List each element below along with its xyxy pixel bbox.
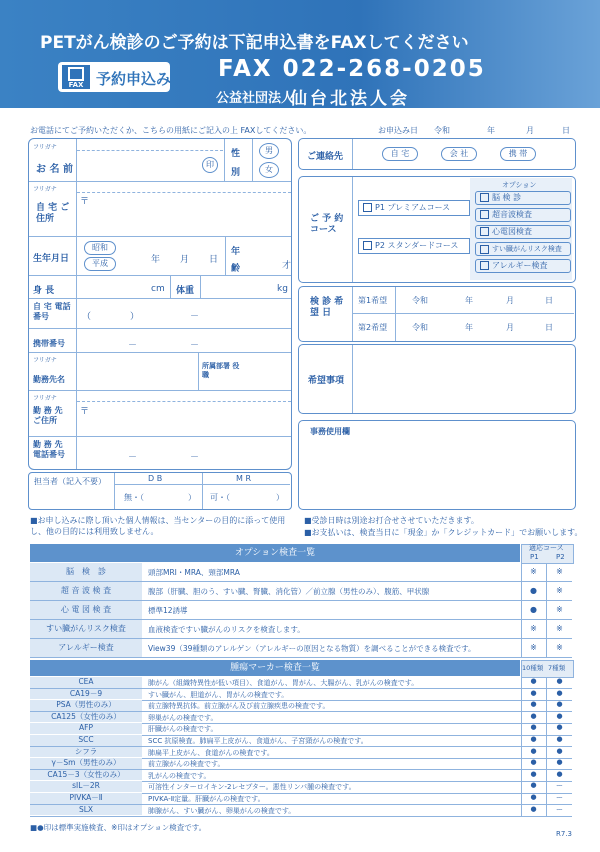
marker-row-p1: ●: [530, 781, 537, 790]
sex-female-option[interactable]: 女: [259, 162, 279, 178]
paren-close: ）: [130, 312, 140, 322]
marker-row-desc: 肺腺がん、すい臓がん、卵巣がんの検査です。: [148, 806, 296, 815]
option-ultrasound-checkbox[interactable]: 超音波検査: [475, 208, 571, 222]
marker-row-name: SLX: [30, 805, 142, 816]
marker-row-p2: ●: [556, 677, 563, 685]
marker-table-title: 腫瘍マーカー検査一覧: [30, 660, 520, 676]
work-phone-label: 勤 務 先 電話番号: [33, 440, 65, 459]
payment-note: ■お支払いは、検査当日に「現金」か「クレジットカード」でお願いします。: [304, 528, 583, 537]
marker-row-p1: ●: [530, 804, 537, 813]
marker-row-name: AFP: [30, 723, 142, 734]
height-unit: cm: [151, 284, 165, 294]
marker-row-p1: ●: [530, 688, 537, 697]
age-unit: 才: [282, 261, 292, 271]
marker-row-desc: 可溶性インターロイキン-2レセプター。悪性リンパ腫の検査です。: [148, 783, 356, 792]
request-label: 希望事項: [308, 376, 345, 386]
mr-label: M R: [236, 474, 252, 483]
paren-open: （: [82, 312, 92, 322]
dash: －: [190, 453, 200, 463]
marker-row-desc: SCC 抗原検査。肺扁平上皮がん、食道がん、子宮頸がんの検査です。: [148, 737, 368, 745]
marker-row-desc: 肺がん（組織特異性が低い項目）、食道がん、胃がん、大腸がん、乳がんの検査です。: [148, 679, 419, 687]
month-unit: 月: [506, 296, 514, 305]
furigana-label: フリガナ: [33, 144, 57, 151]
mr-value: 可・（: [210, 493, 230, 502]
course-label: ご 予 約 コース: [310, 214, 344, 235]
revision-code: R7.3: [556, 830, 572, 838]
marker-row-desc: すい臓がん、胆道がん、胃がんの検査です。: [148, 690, 289, 699]
header-title: PETがん検診のご予約は下記申込書をFAXしてください: [40, 33, 469, 53]
marker-row-p2: ●: [556, 723, 563, 732]
option-row-name: アレルギー検査: [30, 639, 142, 657]
fax-number: FAX 022-268-0205: [218, 56, 486, 82]
birth-day-unit: 日: [209, 255, 219, 265]
marker-row-p1: ●: [530, 735, 537, 743]
marker-row-desc: 卵巣がんの検査です。: [148, 713, 218, 722]
seal-mark: 印: [202, 157, 218, 173]
weight-unit: kg: [277, 284, 288, 294]
option-row-p2: ※: [556, 605, 563, 614]
contact-work-option[interactable]: 会 社: [441, 147, 477, 161]
option-row-name: 超 音 波 検 査: [30, 582, 142, 600]
marker-row-desc: PIVKA-Ⅱ定量。肝臓がんの検査です。: [148, 795, 265, 803]
course-p2-checkbox[interactable]: P2 スタンダードコース: [358, 238, 470, 254]
marker-row-name: PSA（男性のみ）: [30, 700, 142, 711]
col-divider: [546, 563, 547, 658]
db-label: D B: [148, 474, 163, 483]
day-unit: 日: [545, 296, 553, 305]
col-divider: [521, 677, 522, 817]
course-header: 適応コース: [529, 544, 564, 552]
marker-row-desc: 肺扁平上皮がん、食道がんの検査です。: [148, 748, 274, 757]
option-row-desc: View39（39種類のアレルゲン（アレルギーの原因となる物質）を調べることができる検査です。: [148, 644, 476, 653]
org-type: 公益社団法人: [216, 91, 295, 106]
paren-close: ）: [188, 493, 196, 502]
request-input[interactable]: [356, 348, 570, 408]
marker-count-p2: 7種類: [548, 664, 566, 672]
marker-row-name: CA15－3（女性のみ）: [30, 770, 142, 781]
marker-row-p2: ●: [556, 746, 563, 755]
option-row-name: 脳 検 診: [30, 563, 142, 581]
dept-label: 所属部署 役 職: [202, 362, 240, 379]
application-date-month: 月: [526, 126, 534, 135]
sex-male-option[interactable]: 男: [259, 143, 279, 159]
marker-row-name: sIL－2R: [30, 781, 142, 792]
application-date-day: 日: [562, 126, 570, 135]
marker-row-name: CA125（女性のみ）: [30, 712, 142, 723]
second-choice-label: 第2希望: [358, 323, 388, 332]
day-unit: 日: [545, 323, 553, 332]
marker-row-p2: ●: [556, 711, 563, 720]
mobile-label: 携帯番号: [33, 339, 65, 348]
marker-row-p1: ●: [530, 746, 537, 755]
option-allergy-checkbox[interactable]: アレルギー検査: [475, 259, 571, 273]
preferred-date-label: 検 診 希 望 日: [310, 297, 344, 318]
paren-close: ）: [276, 493, 284, 502]
col-divider: [521, 563, 522, 658]
option-row-p2: ※: [556, 624, 563, 633]
legend-note: ■●印は標準実施検査、※印はオプション検査です。: [30, 823, 207, 832]
schedule-note: ■受診日時は別途お打合せさせていただきます。: [304, 516, 479, 525]
dash: －: [128, 341, 138, 351]
postal-mark: 〒: [80, 407, 90, 417]
option-pancreas-checkbox[interactable]: すい臓がんリスク検査: [475, 242, 571, 256]
era-reiwa: 令和: [412, 323, 428, 332]
postal-mark: 〒: [80, 197, 90, 207]
options-header: オプション: [502, 181, 537, 189]
name-input[interactable]: [80, 152, 200, 178]
month-unit: 月: [506, 323, 514, 332]
course-p1-checkbox[interactable]: P1 プレミアムコース: [358, 200, 470, 216]
option-row-p1: ●: [530, 586, 537, 595]
fax-icon: FAX: [62, 65, 90, 89]
marker-row-p1: ●: [530, 758, 537, 767]
option-ecg-checkbox[interactable]: 心電図検査: [475, 225, 571, 239]
marker-row-p2: ー: [556, 794, 563, 802]
application-date-year: 年: [487, 126, 495, 135]
option-row-p2: ※: [556, 586, 563, 595]
era-showa-option[interactable]: 昭和: [84, 241, 116, 255]
marker-row-desc: 前立腺がんの検査です。: [148, 760, 225, 769]
dash: －: [190, 312, 200, 322]
furigana-label: フリガナ: [33, 357, 57, 364]
course-p1-header: P1: [530, 553, 539, 561]
option-table-title: オプション検査一覧: [30, 544, 520, 562]
first-choice-label: 第1希望: [358, 296, 388, 305]
marker-row-p2: ●: [556, 700, 563, 709]
application-date-label: お申込み日: [378, 126, 418, 135]
col-divider: [546, 677, 547, 817]
sex-label-2: 別: [231, 168, 241, 178]
option-row-p1: ※: [530, 567, 537, 576]
application-date-era: 令和: [434, 126, 450, 135]
marker-row-desc: 乳がんの検査です。: [148, 771, 211, 780]
reservation-badge-label: 予約申込み: [96, 70, 172, 88]
home-phone-label: 自 宅 電話番号: [33, 302, 71, 321]
marker-row-p1: ●: [530, 723, 537, 732]
option-row-p1: ※: [530, 643, 537, 652]
office-use-label: 事務使用欄: [310, 427, 350, 436]
contact-home-option[interactable]: 自 宅: [382, 147, 418, 161]
year-unit: 年: [465, 296, 473, 305]
birth-year-unit: 年: [151, 255, 161, 265]
age-label-2: 齢: [231, 264, 241, 274]
height-label: 身 長: [33, 286, 55, 296]
row-divider: [30, 657, 572, 658]
age-label-1: 年: [231, 247, 241, 257]
marker-row-p1: ●: [530, 793, 537, 801]
option-row-p1: ●: [530, 605, 537, 614]
dash: －: [128, 453, 138, 463]
staff-label: 担当者（記入不要）: [34, 477, 106, 486]
furigana-label: フリガナ: [33, 395, 57, 402]
marker-row-p1: ●: [530, 700, 537, 709]
marker-row-p2: ●: [556, 735, 563, 743]
contact-mobile-option[interactable]: 携 帯: [500, 147, 536, 161]
era-reiwa: 令和: [412, 296, 428, 305]
option-row-p1: ※: [530, 624, 537, 633]
option-row-name: すい臓がんリスク検査: [30, 620, 142, 638]
marker-row-name: CA19－9: [30, 689, 142, 700]
marker-row-p2: ー: [556, 782, 563, 791]
address-input[interactable]: [92, 194, 282, 228]
marker-count-p1: 10種類: [522, 664, 544, 672]
option-row-p2: ※: [556, 567, 563, 576]
marker-row-p1: ●: [530, 769, 537, 778]
address-label: 自 宅 ご住所: [36, 203, 70, 224]
marker-row-p2: ー: [556, 805, 563, 814]
option-brain-checkbox[interactable]: 脳 検 診: [475, 191, 571, 205]
employer-label: 勤務先名: [33, 375, 65, 384]
option-row-p2: ※: [556, 643, 563, 652]
birthdate-label: 生年月日: [33, 254, 70, 264]
marker-row-desc: 前立腺特異抗体。前立腺がん及び前立腺疾患の検査です。: [148, 702, 330, 711]
work-address-label: 勤 務 先 ご住所: [33, 406, 63, 425]
marker-row-p2: ●: [556, 758, 563, 767]
furigana-label: フリガナ: [33, 186, 57, 193]
marker-row-name: シフラ: [30, 747, 142, 758]
name-label: お 名 前: [36, 164, 73, 175]
marker-row-name: CEA: [30, 677, 142, 688]
era-heisei-option[interactable]: 平成: [84, 257, 116, 271]
year-unit: 年: [465, 323, 473, 332]
course-p2-header: P2: [556, 553, 565, 561]
marker-row-name: PIVKA－Ⅱ: [30, 793, 142, 804]
dash: －: [190, 341, 200, 351]
marker-row-p1: ●: [530, 711, 537, 720]
org-name: 仙台北法人会: [290, 89, 410, 109]
marker-row-name: γ－Sm（男性のみ）: [30, 758, 142, 769]
option-row-name: 心 電 図 検 査: [30, 601, 142, 619]
privacy-note: ■お申し込みに際し頂いた個人情報は、当センターの目的に添って使用し、他の目的には利用致しません。: [30, 516, 286, 536]
sex-label-1: 性: [231, 149, 241, 159]
db-value: 無・（: [124, 493, 144, 502]
birth-month-unit: 月: [180, 255, 190, 265]
option-row-desc: 血液検査ですい臓がんのリスクを検査します。: [148, 625, 305, 634]
form-instruction: お電話にてご予約いただくか、こちらの用紙にご記入の上 FAXしてください。: [30, 126, 312, 135]
marker-row-p2: ●: [556, 769, 563, 778]
marker-row-p1: ●: [530, 677, 537, 685]
marker-row-name: SCC: [30, 735, 142, 746]
contact-label: ご連絡先: [307, 152, 344, 162]
row-divider: [30, 816, 572, 817]
option-row-desc: 頭部MRI・MRA、頸部MRA: [148, 568, 240, 577]
option-row-desc: 腹部（肝臓、胆のう、すい臓、腎臓、消化管）／前立腺（男性のみ）、腹筋、甲状腺: [148, 587, 430, 596]
weight-label: 体重: [176, 286, 195, 296]
option-row-desc: 標準12誘導: [148, 606, 188, 615]
marker-row-p2: ●: [556, 688, 563, 697]
marker-row-desc: 肝臓がんの検査です。: [148, 725, 218, 734]
